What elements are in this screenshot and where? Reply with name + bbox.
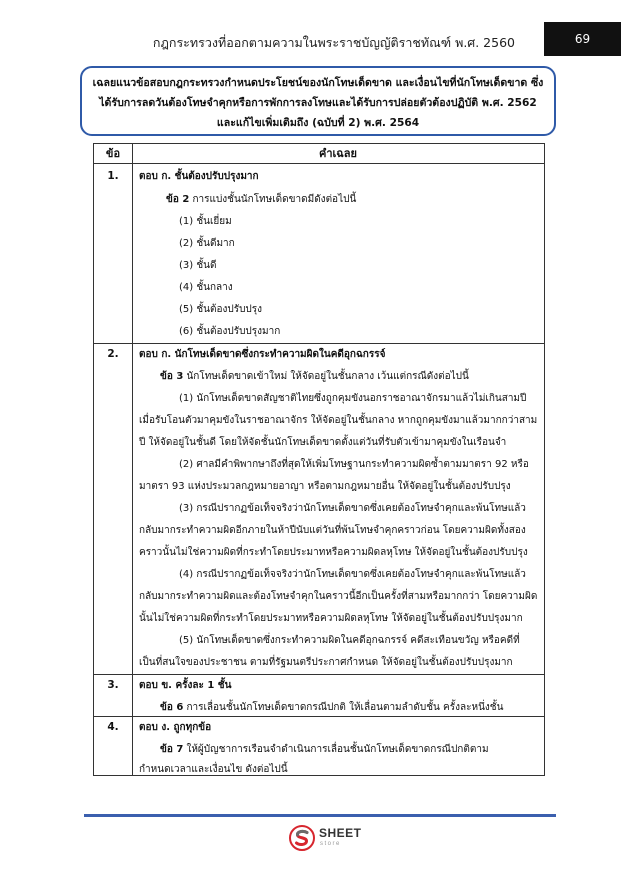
row-2-line: (1) นักโทษเด็ดขาดสัญชาติไทยซึ่งถูกคุมขังนอกราชอาณาจักรมาแล้วไม่เกินสามปี	[179, 393, 527, 404]
row-1-clause-text: การแบ่งชั้นนักโทษเด็ดขาดมีดังต่อไปนี้	[189, 194, 357, 205]
column-divider	[132, 144, 133, 775]
row-divider	[94, 343, 544, 344]
row-4-clause-number: ข้อ 7	[160, 744, 184, 755]
answer-table	[93, 143, 545, 776]
row-2-line: (4) กรณีปรากฏข้อเท็จจริงว่านักโทษเด็ดขาดซึ่งเคยต้องโทษจำคุกและพ้นโทษแล้ว	[179, 569, 526, 580]
row-2-clause-text: นักโทษเด็ดขาดเข้าใหม่ ให้จัดอยู่ในชั้นกลาง เว้นแต่กรณีดังต่อไปนี้	[183, 371, 469, 382]
title-box	[80, 66, 556, 136]
row-2-clause	[160, 369, 469, 384]
row-2-line: มาตรา 93 แห่งประมวลกฎหมายอาญา หรือตามกฎหมายอื่น ให้จัดอยู่ในชั้นต้องปรับปรุง	[139, 481, 511, 492]
page-number: 69	[544, 22, 621, 56]
row-3-number: 3.	[107, 679, 119, 691]
row-4-clause-text: ให้ผู้บัญชาการเรือนจำดำเนินการเลื่อนชั้นนักโทษเด็ดขาดกรณีปกติตาม	[183, 744, 489, 755]
header-answer: คำเฉลย	[319, 147, 357, 160]
row-2-line: นั้นไม่ใช่ความผิดที่กระทำโดยประมาทหรือความผิดลหุโทษ ให้จัดอยู่ในชั้นต้องปรับปรุงมาก	[139, 613, 523, 624]
row-1-item: (4) ชั้นกลาง	[179, 282, 233, 293]
row-4-number: 4.	[107, 721, 119, 733]
row-2-line: (5) นักโทษเด็ดขาดซึ่งกระทำความผิดในคดีอุกฉกรรจ์ คดีสะเทือนขวัญ หรือคดีที่	[179, 635, 520, 646]
row-divider	[94, 674, 544, 675]
row-3-clause-text: การเลื่อนชั้นนักโทษเด็ดขาดกรณีปกติ ให้เลื่อนตามลำดับชั้น ครั้งละหนึ่งชั้น	[183, 702, 504, 713]
logo-brand-text: SHEET	[319, 826, 362, 840]
row-1-number: 1.	[107, 170, 119, 182]
row-2-number: 2.	[107, 348, 119, 360]
row-2-line: คราวนั้นไม่ใช่ความผิดที่กระทำโดยประมาทหรือความผิดลหุโทษ ให้จัดอยู่ในชั้นต้องปรับปรุง	[139, 547, 528, 558]
footer-rule	[84, 814, 556, 817]
row-2-line: (2) ศาลมีคำพิพากษาถึงที่สุดให้เพิ่มโทษฐานกระทำความผิดซ้ำตามมาตรา 92 หรือ	[179, 459, 529, 470]
sheet-store-logo	[289, 824, 369, 854]
running-header: กฎกระทรวงที่ออกตามความในพระราชบัญญัติราชทัณฑ์ พ.ศ. 2560	[152, 35, 515, 50]
row-2-line: เป็นที่สนใจของประชาชน ตามที่รัฐมนตรีประกาศกำหนด ให้จัดอยู่ในชั้นต้องปรับปรุงมาก	[139, 657, 513, 668]
row-2-line: กลับมากระทำความผิดและต้องโทษจำคุกในคราวนี้อีกเป็นครั้งที่สามหรือมากกว่า โดยความผิด	[139, 591, 538, 602]
sheet-logo-icon	[289, 825, 315, 851]
row-3-answer: ตอบ ข. ครั้งละ 1 ชั้น	[139, 680, 232, 691]
row-3-clause	[160, 700, 503, 715]
row-4-clause	[160, 742, 489, 757]
row-divider	[94, 716, 544, 717]
row-1-item: (2) ชั้นดีมาก	[179, 238, 235, 249]
row-2-answer: ตอบ ก. นักโทษเด็ดขาดซึ่งกระทำความผิดในคดีอุกฉกรรจ์	[139, 349, 386, 360]
row-4-answer: ตอบ ง. ถูกทุกข้อ	[139, 722, 212, 733]
title-line-2: ได้รับการลดวันต้องโทษจำคุกหรือการพักการลงโทษและได้รับการปล่อยตัวต้องปฏิบัติ พ.ศ. 2562	[99, 97, 537, 109]
row-2-line: กลับมากระทำความผิดอีกภายในห้าปีนับแต่วันที่พ้นโทษจำคุกคราวก่อน โดยความผิดทั้งสอง	[139, 525, 526, 536]
row-4-line: กำหนดเวลาและเงื่อนไข ดังต่อไปนี้	[139, 764, 288, 775]
row-1-answer: ตอบ ก. ชั้นต้องปรับปรุงมาก	[139, 171, 259, 182]
row-1-clause-number: ข้อ 2	[166, 194, 190, 205]
table-header-row	[94, 144, 544, 164]
row-2-clause-number: ข้อ 3	[160, 371, 184, 382]
row-1-item: (1) ชั้นเยี่ยม	[179, 216, 232, 227]
title-line-1: เฉลยแนวข้อสอบกฎกระทรวงกำหนดประโยชน์ของนักโทษเด็ดขาด และเงื่อนไขที่นักโทษเด็ดขาด ซึ่ง	[92, 77, 544, 89]
row-1-item: (5) ชั้นต้องปรับปรุง	[179, 304, 263, 315]
row-2-line: เมื่อรับโอนตัวมาคุมขังในราชอาณาจักร ให้จัดอยู่ในชั้นกลาง หากถูกคุมขังมาแล้วมากกว่าสาม	[139, 415, 538, 426]
row-2-line: ปี ให้จัดอยู่ในชั้นดี โดยให้จัดชั้นนักโทษเด็ดขาดตั้งแต่วันที่รับตัวเข้ามาคุมขังในเรือนจำ	[139, 437, 507, 448]
logo-brand-subtext: store	[320, 841, 341, 847]
header-item-number: ข้อ	[105, 147, 121, 160]
row-2-line: (3) กรณีปรากฏข้อเท็จจริงว่านักโทษเด็ดขาดซึ่งเคยต้องโทษจำคุกและพ้นโทษแล้ว	[179, 503, 526, 514]
row-3-clause-number: ข้อ 6	[160, 702, 184, 713]
title-line-3: และแก้ไขเพิ่มเติมถึง (ฉบับที่ 2) พ.ศ. 2564	[216, 117, 420, 129]
row-1-item: (3) ชั้นดี	[179, 260, 217, 271]
row-1-clause	[166, 192, 356, 207]
row-1-item: (6) ชั้นต้องปรับปรุงมาก	[179, 326, 281, 337]
